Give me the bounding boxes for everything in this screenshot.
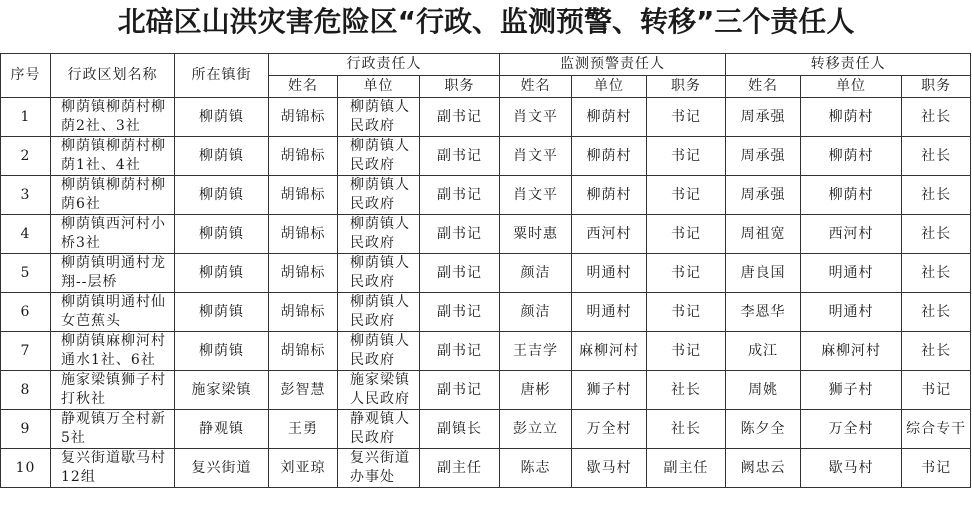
admin-name-cell: 胡锦标 bbox=[269, 293, 338, 332]
admin-name-cell: 胡锦标 bbox=[269, 254, 338, 293]
admin-unit-cell: 柳荫镇人民政府 bbox=[338, 215, 420, 254]
admin-position-cell: 副镇长 bbox=[420, 410, 500, 449]
admin-name-cell: 王勇 bbox=[269, 410, 338, 449]
monitor-unit-cell: 万全村 bbox=[572, 410, 647, 449]
transfer-unit-cell: 狮子村 bbox=[801, 371, 902, 410]
col-header-region: 行政区划名称 bbox=[51, 54, 175, 98]
table-row bbox=[1, 332, 971, 371]
transfer-unit-cell: 柳荫村 bbox=[801, 98, 902, 137]
transfer-position-cell: 社长 bbox=[902, 254, 971, 293]
monitor-unit-cell: 柳荫村 bbox=[572, 137, 647, 176]
transfer-name-cell: 成江 bbox=[726, 332, 801, 371]
admin-position-cell: 副书记 bbox=[420, 254, 500, 293]
seq-cell: 9 bbox=[1, 410, 51, 449]
transfer-name-cell: 陈夕全 bbox=[726, 410, 801, 449]
transfer-unit-cell: 西河村 bbox=[801, 215, 902, 254]
admin-name-cell: 胡锦标 bbox=[269, 98, 338, 137]
transfer-position-cell: 社长 bbox=[902, 98, 971, 137]
monitor-position-cell: 副主任 bbox=[647, 449, 726, 488]
monitor-name-cell: 王吉学 bbox=[500, 332, 572, 371]
table-row bbox=[1, 449, 971, 488]
region-cell: 柳荫镇柳荫村柳荫1社、4社 bbox=[51, 137, 175, 176]
admin-position-cell: 副书记 bbox=[420, 215, 500, 254]
transfer-unit-cell: 麻柳河村 bbox=[801, 332, 902, 371]
region-cell: 柳荫镇柳荫村柳荫6社 bbox=[51, 176, 175, 215]
region-cell: 柳荫镇明通村仙女芭蕉头 bbox=[51, 293, 175, 332]
monitor-unit-cell: 柳荫村 bbox=[572, 176, 647, 215]
admin-position-cell: 副书记 bbox=[420, 98, 500, 137]
town-cell: 静观镇 bbox=[175, 410, 269, 449]
transfer-position-cell: 社长 bbox=[902, 176, 971, 215]
monitor-name-cell: 陈志 bbox=[500, 449, 572, 488]
admin-position-cell: 副书记 bbox=[420, 137, 500, 176]
seq-cell: 1 bbox=[1, 98, 51, 137]
region-cell: 施家梁镇狮子村打秋社 bbox=[51, 371, 175, 410]
transfer-position-cell: 书记 bbox=[902, 371, 971, 410]
town-cell: 柳荫镇 bbox=[175, 254, 269, 293]
town-cell: 柳荫镇 bbox=[175, 98, 269, 137]
town-cell: 柳荫镇 bbox=[175, 332, 269, 371]
admin-position-cell: 副书记 bbox=[420, 332, 500, 371]
seq-cell: 6 bbox=[1, 293, 51, 332]
monitor-position-cell: 书记 bbox=[647, 176, 726, 215]
group-header-monitor: 监测预警责任人 bbox=[500, 54, 726, 76]
seq-cell: 7 bbox=[1, 332, 51, 371]
region-cell: 复兴街道歇马村12组 bbox=[51, 449, 175, 488]
table-row bbox=[1, 410, 971, 449]
col-header-transfer-name: 姓名 bbox=[726, 76, 801, 98]
admin-unit-cell: 复兴街道办事处 bbox=[338, 449, 420, 488]
transfer-position-cell: 社长 bbox=[902, 137, 971, 176]
col-header-admin-position: 职务 bbox=[420, 76, 500, 98]
monitor-name-cell: 颜洁 bbox=[500, 293, 572, 332]
region-cell: 柳荫镇麻柳河村通水1社、6社 bbox=[51, 332, 175, 371]
table-row bbox=[1, 98, 971, 137]
col-header-monitor-unit: 单位 bbox=[572, 76, 647, 98]
transfer-position-cell: 社长 bbox=[902, 293, 971, 332]
col-header-transfer-position: 职务 bbox=[902, 76, 971, 98]
col-header-seq: 序号 bbox=[1, 54, 51, 98]
transfer-name-cell: 唐良国 bbox=[726, 254, 801, 293]
transfer-name-cell: 李恩华 bbox=[726, 293, 801, 332]
col-header-admin-unit: 单位 bbox=[338, 76, 420, 98]
group-header-transfer: 转移责任人 bbox=[726, 54, 971, 76]
transfer-name-cell: 周承强 bbox=[726, 137, 801, 176]
admin-unit-cell: 柳荫镇人民政府 bbox=[338, 332, 420, 371]
transfer-name-cell: 周姚 bbox=[726, 371, 801, 410]
region-cell: 柳荫镇西河村小桥3社 bbox=[51, 215, 175, 254]
admin-position-cell: 副主任 bbox=[420, 449, 500, 488]
col-header-monitor-name: 姓名 bbox=[500, 76, 572, 98]
col-header-monitor-position: 职务 bbox=[647, 76, 726, 98]
monitor-position-cell: 书记 bbox=[647, 215, 726, 254]
table-body bbox=[1, 98, 971, 488]
admin-name-cell: 胡锦标 bbox=[269, 176, 338, 215]
monitor-name-cell: 肖文平 bbox=[500, 98, 572, 137]
transfer-unit-cell: 明通村 bbox=[801, 254, 902, 293]
monitor-unit-cell: 柳荫村 bbox=[572, 98, 647, 137]
transfer-name-cell: 周祖宽 bbox=[726, 215, 801, 254]
admin-unit-cell: 柳荫镇人民政府 bbox=[338, 254, 420, 293]
transfer-unit-cell: 柳荫村 bbox=[801, 137, 902, 176]
monitor-position-cell: 社长 bbox=[647, 410, 726, 449]
admin-position-cell: 副书记 bbox=[420, 293, 500, 332]
monitor-position-cell: 书记 bbox=[647, 137, 726, 176]
monitor-name-cell: 肖文平 bbox=[500, 176, 572, 215]
monitor-unit-cell: 狮子村 bbox=[572, 371, 647, 410]
admin-unit-cell: 柳荫镇人民政府 bbox=[338, 176, 420, 215]
col-header-transfer-unit: 单位 bbox=[801, 76, 902, 98]
transfer-unit-cell: 柳荫村 bbox=[801, 176, 902, 215]
admin-unit-cell: 静观镇人民政府 bbox=[338, 410, 420, 449]
transfer-unit-cell: 明通村 bbox=[801, 293, 902, 332]
admin-unit-cell: 柳荫镇人民政府 bbox=[338, 293, 420, 332]
table-row bbox=[1, 371, 971, 410]
region-cell: 静观镇万全村新5社 bbox=[51, 410, 175, 449]
table-row bbox=[1, 176, 971, 215]
admin-position-cell: 副书记 bbox=[420, 176, 500, 215]
town-cell: 柳荫镇 bbox=[175, 137, 269, 176]
monitor-name-cell: 颜洁 bbox=[500, 254, 572, 293]
monitor-position-cell: 书记 bbox=[647, 293, 726, 332]
transfer-position-cell: 社长 bbox=[902, 215, 971, 254]
table-row bbox=[1, 137, 971, 176]
monitor-name-cell: 彭立立 bbox=[500, 410, 572, 449]
monitor-position-cell: 书记 bbox=[647, 254, 726, 293]
seq-cell: 2 bbox=[1, 137, 51, 176]
table-row bbox=[1, 293, 971, 332]
col-header-admin-name: 姓名 bbox=[269, 76, 338, 98]
admin-unit-cell: 柳荫镇人民政府 bbox=[338, 98, 420, 137]
transfer-name-cell: 周承强 bbox=[726, 176, 801, 215]
monitor-name-cell: 唐彬 bbox=[500, 371, 572, 410]
responsibility-table bbox=[0, 53, 971, 488]
town-cell: 柳荫镇 bbox=[175, 215, 269, 254]
monitor-position-cell: 书记 bbox=[647, 98, 726, 137]
region-cell: 柳荫镇柳荫村柳荫2社、3社 bbox=[51, 98, 175, 137]
monitor-unit-cell: 西河村 bbox=[572, 215, 647, 254]
seq-cell: 4 bbox=[1, 215, 51, 254]
monitor-position-cell: 书记 bbox=[647, 332, 726, 371]
transfer-position-cell: 书记 bbox=[902, 449, 971, 488]
monitor-unit-cell: 歇马村 bbox=[572, 449, 647, 488]
town-cell: 施家梁镇 bbox=[175, 371, 269, 410]
admin-unit-cell: 施家梁镇人民政府 bbox=[338, 371, 420, 410]
town-cell: 复兴街道 bbox=[175, 449, 269, 488]
admin-name-cell: 胡锦标 bbox=[269, 215, 338, 254]
monitor-name-cell: 肖文平 bbox=[500, 137, 572, 176]
monitor-position-cell: 社长 bbox=[647, 371, 726, 410]
transfer-unit-cell: 歇马村 bbox=[801, 449, 902, 488]
seq-cell: 10 bbox=[1, 449, 51, 488]
header-row-groups bbox=[1, 54, 971, 76]
transfer-position-cell: 综合专干 bbox=[902, 410, 971, 449]
table-row bbox=[1, 254, 971, 293]
monitor-name-cell: 粟时惠 bbox=[500, 215, 572, 254]
transfer-unit-cell: 万全村 bbox=[801, 410, 902, 449]
admin-position-cell: 副书记 bbox=[420, 371, 500, 410]
group-header-admin: 行政责任人 bbox=[269, 54, 500, 76]
col-header-town: 所在镇街 bbox=[175, 54, 269, 98]
page-title: 北碚区山洪灾害危险区“行政、监测预警、转移”三个责任人 bbox=[117, 5, 855, 38]
seq-cell: 3 bbox=[1, 176, 51, 215]
monitor-unit-cell: 明通村 bbox=[572, 293, 647, 332]
transfer-name-cell: 周承强 bbox=[726, 98, 801, 137]
admin-name-cell: 彭智慧 bbox=[269, 371, 338, 410]
admin-name-cell: 刘亚琼 bbox=[269, 449, 338, 488]
region-cell: 柳荫镇明通村龙翔--层桥 bbox=[51, 254, 175, 293]
transfer-name-cell: 阙忠云 bbox=[726, 449, 801, 488]
town-cell: 柳荫镇 bbox=[175, 293, 269, 332]
admin-unit-cell: 柳荫镇人民政府 bbox=[338, 137, 420, 176]
transfer-position-cell: 社长 bbox=[902, 332, 971, 371]
seq-cell: 5 bbox=[1, 254, 51, 293]
seq-cell: 8 bbox=[1, 371, 51, 410]
town-cell: 柳荫镇 bbox=[175, 176, 269, 215]
admin-name-cell: 胡锦标 bbox=[269, 332, 338, 371]
admin-name-cell: 胡锦标 bbox=[269, 137, 338, 176]
monitor-unit-cell: 明通村 bbox=[572, 254, 647, 293]
monitor-unit-cell: 麻柳河村 bbox=[572, 332, 647, 371]
table-row bbox=[1, 215, 971, 254]
